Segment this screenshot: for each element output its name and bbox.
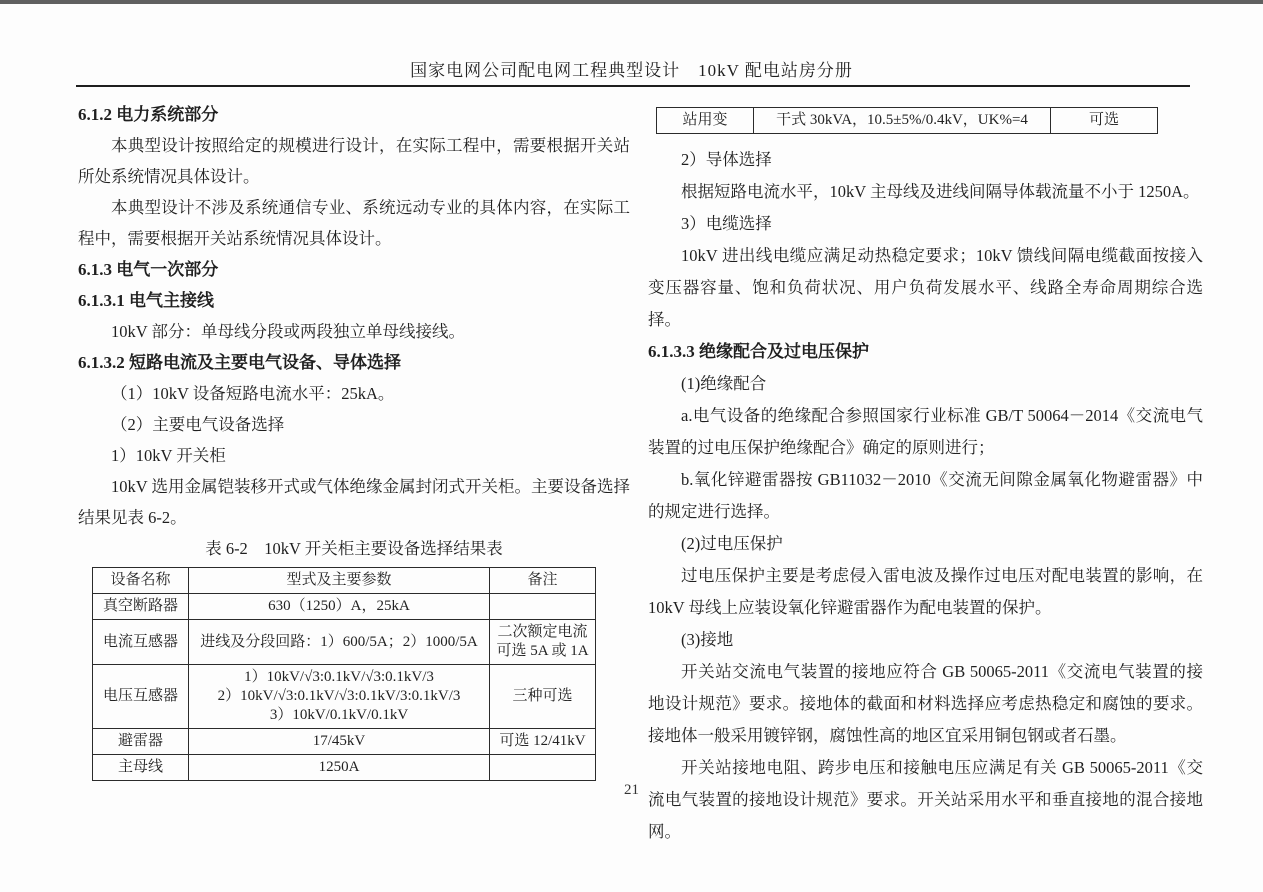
cell-device-name: 避雷器 [93, 729, 189, 755]
paragraph-cable: 10kV 进出线电缆应满足动热稳定要求；10kV 馈线间隔电缆截面按接入变压器容量、饱和负荷状况、用户负荷发展水平、线路全寿命周期综合选择。 [648, 246, 1203, 329]
cell-params: 1250A [189, 755, 490, 781]
table-header-row [93, 568, 596, 594]
cell-params [189, 665, 490, 729]
list-item-switchgear: 1）10kV 开关柜 [111, 446, 226, 465]
paragraph-overvoltage: 过电压保护主要是考虑侵入雷电波及操作过电压对配电装置的影响，在10kV 母线上应装设氧化锌避雷器作为配电装置的保护。 [648, 566, 1203, 617]
cell-device-name: 真空断路器 [93, 594, 189, 620]
cell-params: 干式 30kVA，10.5±5%/0.4kV，UK%=4 [754, 108, 1051, 134]
heading-6-1-3-3: 6.1.3.3 绝缘配合及过电压保护 [648, 342, 869, 361]
column-header-remark: 备注 [490, 568, 596, 594]
paragraph-conductor: 根据短路电流水平，10kV 主母线及进线间隔导体载流量不小于 1250A。 [681, 182, 1200, 201]
heading-6-1-3-2: 6.1.3.2 短路电流及主要电气设备、导体选择 [78, 353, 401, 372]
table-row-arrester [93, 729, 596, 755]
cell-params: 17/45kV [189, 729, 490, 755]
page-number: 21 [624, 782, 639, 798]
column-header-type-params: 型式及主要参数 [189, 568, 490, 594]
paragraph-design-scale: 本典型设计按照给定的规模进行设计，在实际工程中，需要根据开关站所处系统情况具体设计。 [78, 136, 630, 186]
running-header-title: 国家电网公司配电网工程典型设计 10kV 配电站房分册 [410, 61, 853, 80]
table-row-main-busbar [93, 755, 596, 781]
cell-params: 进线及分段回路：1）600/5A；2）1000/5A [189, 620, 490, 665]
table-6-2-caption: 表 6-2 10kV 开关柜主要设备选择结果表 [205, 539, 503, 558]
cell-remark [490, 755, 596, 781]
column-header-device: 设备名称 [93, 568, 189, 594]
paragraph-grounding-1: 开关站交流电气装置的接地应符合 GB 50065-2011《交流电气装置的接地设计规范》要求。接地体的截面和材料选择应考虑热稳定和腐蚀的要求。接地体一般采用镀锌钢，腐蚀性高的地区宜采用铜包钢或者石墨。 [648, 662, 1203, 745]
list-item-cable-selection: 3）电缆选择 [681, 214, 772, 233]
right-column [648, 99, 1203, 848]
table-row-breaker [93, 594, 596, 620]
table-6-2-continued [656, 107, 1158, 134]
paragraph-main-wiring: 10kV 部分：单母线分段或两段独立单母线接线。 [111, 322, 465, 341]
cell-remark: 可选 12/41kV [490, 729, 596, 755]
paragraph-insulation-b: b.氧化锌避雷器按 GB11032－2010《交流无间隙金属氧化物避雷器》中的规定进行选择。 [648, 470, 1203, 521]
cell-device-name: 电流互感器 [93, 620, 189, 665]
heading-6-1-3-1: 6.1.3.1 电气主接线 [78, 291, 214, 310]
list-item-insulation: (1)绝缘配合 [681, 374, 767, 393]
heading-6-1-3: 6.1.3 电气一次部分 [78, 260, 219, 279]
list-item-overvoltage: (2)过电压保护 [681, 534, 783, 553]
paragraph-grounding-2: 开关站接地电阻、跨步电压和接触电压应满足有关 GB 50065-2011《交流电气装置的接地设计规范》要求。开关站采用水平和垂直接地的混合接地网。 [648, 758, 1203, 841]
cell-remark: 三种可选 [490, 665, 596, 729]
paragraph-insulation-a: a.电气设备的绝缘配合参照国家行业标准 GB/T 50064－2014《交流电气装置的过电压保护绝缘配合》确定的原则进行； [648, 406, 1203, 457]
list-item-main-equipment: （2）主要电气设备选择 [111, 415, 285, 434]
scan-top-edge [0, 0, 1263, 4]
cell-device-name: 主母线 [93, 755, 189, 781]
cell-remark: 可选 [1051, 108, 1158, 134]
paragraph-communication: 本典型设计不涉及系统通信专业、系统远动专业的具体内容，在实际工程中，需要根据开关站系统情况具体设计。 [78, 198, 630, 248]
cell-remark [490, 594, 596, 620]
list-item-short-circuit-level: （1）10kV 设备短路电流水平：25kA。 [111, 384, 395, 403]
list-item-grounding: (3)接地 [681, 630, 734, 649]
pt-ratio-option-1: 1）10kV/√3:0.1kV/√3:0.1kV/3 [244, 669, 434, 685]
table-row-station-transformer [657, 108, 1158, 134]
heading-6-1-2: 6.1.2 电力系统部分 [78, 105, 219, 124]
list-item-conductor-selection: 2）导体选择 [681, 150, 772, 169]
table-row-current-transformer [93, 620, 596, 665]
pt-ratio-option-2: 2）10kV/√3:0.1kV/√3:0.1kV/3:0.1kV/3 [217, 688, 461, 704]
cell-device-name: 站用变 [657, 108, 754, 134]
pt-ratio-option-3: 3）10kV/0.1kV/0.1kV [269, 707, 409, 723]
cell-remark: 二次额定电流可选 5A 或 1A [490, 620, 596, 665]
table-row-voltage-transformer [93, 665, 596, 729]
paragraph-switchgear-selection: 10kV 选用金属铠装移开式或气体绝缘金属封闭式开关柜。主要设备选择结果见表 6-2。 [78, 477, 630, 527]
cell-device-name: 电压互感器 [93, 665, 189, 729]
left-column [78, 99, 630, 781]
header-rule [76, 85, 1190, 87]
cell-params: 630（1250）A，25kA [189, 594, 490, 620]
table-6-2 [92, 567, 596, 781]
